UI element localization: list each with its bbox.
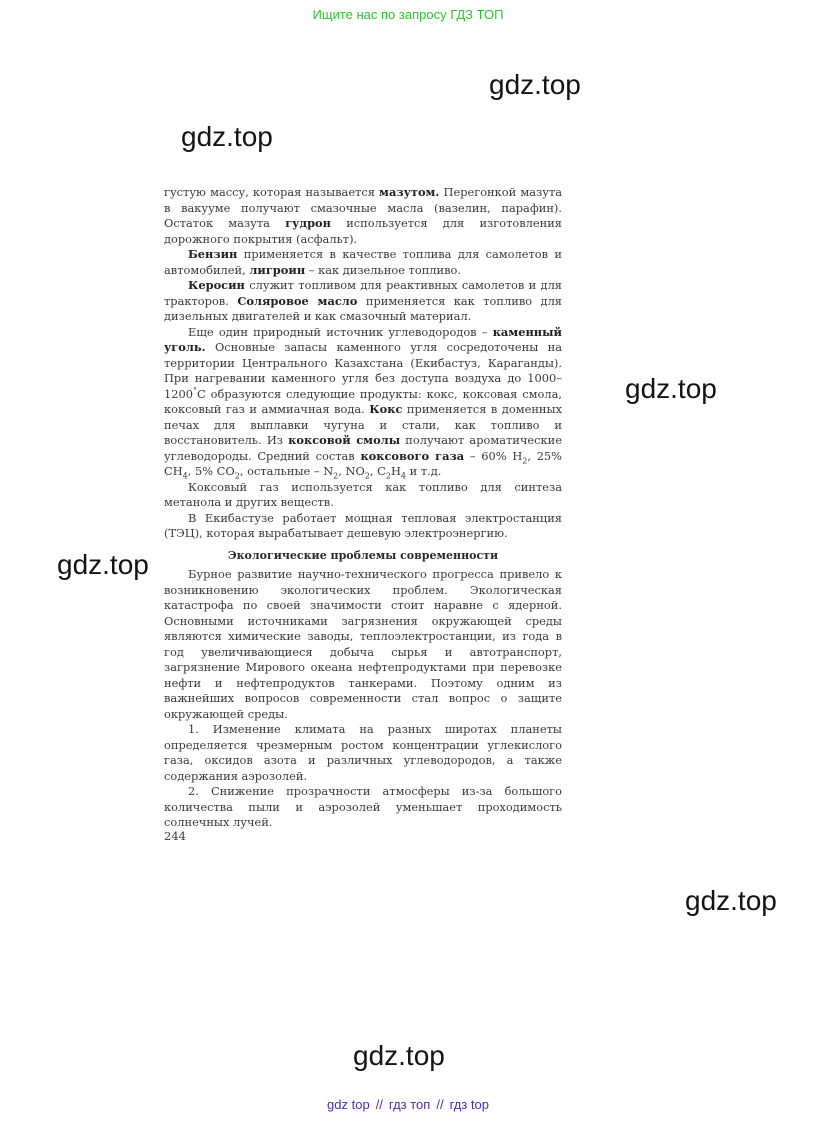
paragraph-ekibastuz: В Екибастузе работает мощная тепловая электростанция (ТЭЦ), которая вырабатывает дешевую электроэнергию. — [164, 510, 562, 540]
search-banner: Ищите нас по запросу ГДЗ ТОП — [312, 7, 504, 22]
paragraph-benzin: Бензин применяется в качестве топлива для самолетов и автомобилей, лигроин – как дизельное топливо. — [164, 247, 562, 277]
paragraph-coke-gas: Коксовый газ используется как топливо для синтеза метанола и других веществ. — [164, 479, 562, 509]
paragraph-ecology: Бурное развитие научно-технического прогресса привело к возникновению экологических проблем. Экологическая катастрофа по своей значимости стоит наравне с ядерной. Основными источниками загрязнения окружающей среды являются химические заводы, теплоэлектростанции, из года в год увеличивающиеся добыча сырья и автотранспорт, загрязнение Мирового океана нефтепродуктами при перевозке нефти и нефтепродуктов танкерами. Поэтому одним из важнейших вопросов современности стал вопрос о защите окружающей среды. — [164, 567, 562, 721]
footer-separator: // — [375, 1097, 383, 1112]
paragraph-coal: Еще один природный источник углеводородов – каменный уголь. Основные запасы каменного угля сосредоточены на территории Центрального Казахстана (Екибастуз, Караганды). При нагревании каменного угля без доступа воздуха до 1000–1200°С образуются следующие продукты: кокс, коксовая смола, коксовый газ и аммиачная вода. Кокс применяется в доменных печах для выплавки чугуна и стали, как топливо и восстановитель. Из коксовой смолы получают ароматические углеводороды. Средний состав коксового газа – 60% $H_2$, 25% $CH_4$, 5% $CO_2$, остальные – $N_2$, $NO_2$, $C_2H_4$ и т.д. — [164, 324, 563, 481]
footer-link-gdz-top[interactable]: gdz top — [327, 1097, 370, 1112]
paragraph-climate: 1. Изменение климата на разных широтах планеты определяется чрезмерным ростом концентрации углекислого газа, оксидов азота и различных углеводородов, а также содержания аэрозолей. — [164, 722, 562, 783]
page-number: 244 — [164, 829, 186, 843]
watermark: gdz.top — [625, 373, 717, 404]
footer-link-gdz-top-ru[interactable]: гдз топ — [388, 1097, 431, 1112]
footer-links — [0, 1097, 816, 1112]
watermark: gdz.top — [57, 549, 149, 580]
watermark: gdz.top — [353, 1040, 445, 1071]
watermark: gdz.top — [685, 885, 777, 916]
footer-link-gdz-top-mixed[interactable]: гдз top — [449, 1097, 489, 1112]
paragraph-kerosin: Керосин служит топливом для реактивных самолетов и для тракторов. Соляровое масло применяется как топливо для дизельных двигателей и как смазочный материал. — [164, 278, 562, 323]
footer-separator: // — [436, 1097, 444, 1112]
textbook-page — [164, 185, 562, 831]
watermark: gdz.top — [181, 121, 273, 152]
paragraph-mazut: густую массу, которая называется мазутом. Перегонкой мазута в вакууме получают смазочные масла (вазелин, парафин). Остаток мазута гудрон используется для изготовления дорожного покрытия (асфальт). — [164, 185, 562, 246]
section-heading: Экологические проблемы современности — [227, 548, 499, 562]
watermark: gdz.top — [489, 69, 581, 100]
paragraph-transparency: 2. Снижение прозрачности атмосферы из-за большого количества пыли и аэрозолей уменьшает проходимость солнечных лучей. — [164, 784, 562, 829]
